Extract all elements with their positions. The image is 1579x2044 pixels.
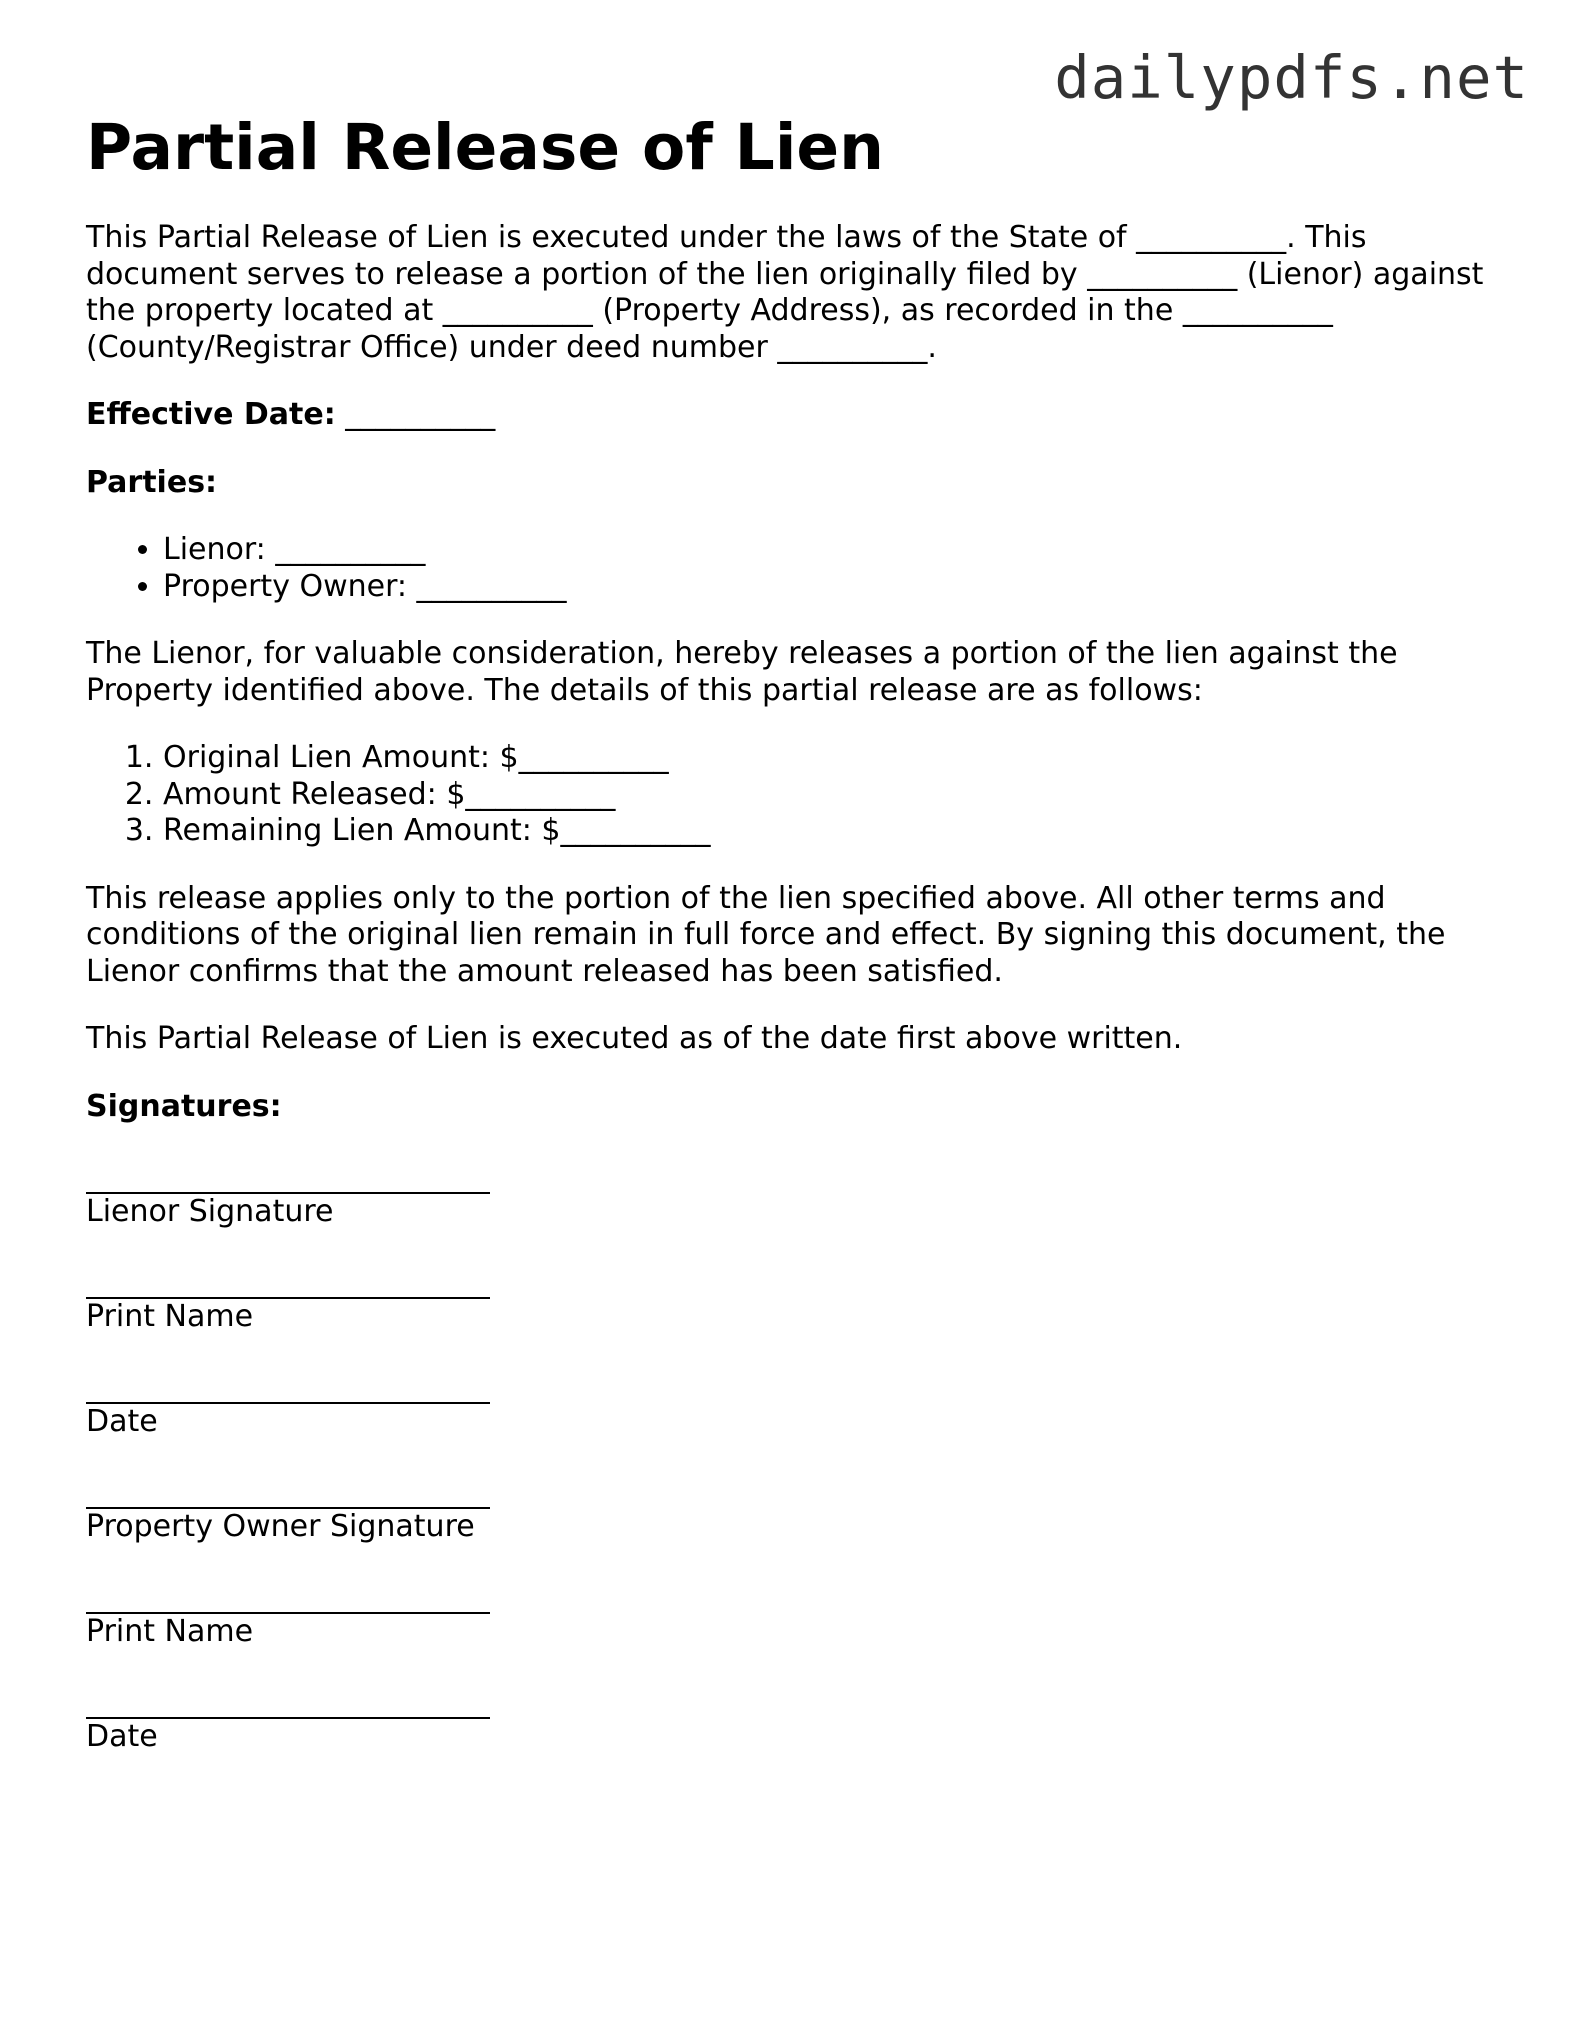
- terms-paragraph: This release applies only to the portion of the lien specified above. All other terms and conditions of the original lien remain in full force and effect. By signing this document, the Lienor confirms that the amount released has been satisfied.: [86, 880, 1446, 989]
- signature-line: [86, 1366, 490, 1404]
- signature-label: Date: [86, 1404, 158, 1439]
- signature-label: Lienor Signature: [86, 1194, 334, 1229]
- effective-date-value: __________: [345, 397, 496, 432]
- signature-label: Date: [86, 1719, 158, 1754]
- signature-entry: [86, 1576, 1506, 1650]
- detail-original-amount: 1. Original Lien Amount: $__________: [163, 740, 1506, 777]
- signature-entry: [86, 1261, 1506, 1335]
- detail-amount-released: 2. Amount Released: $__________: [163, 777, 1506, 814]
- details-list: [86, 740, 1506, 850]
- execution-paragraph: This Partial Release of Lien is executed as of the date first above written.: [86, 1021, 1183, 1056]
- party-property-owner: • Property Owner: __________: [163, 569, 1506, 606]
- signature-line: [86, 1576, 490, 1614]
- parties-list: [86, 532, 1506, 605]
- document-title: Partial Release of Lien: [86, 111, 884, 184]
- party-lienor: • Lienor: __________: [163, 532, 1506, 569]
- signature-entry: [86, 1681, 1506, 1755]
- signature-line: [86, 1471, 490, 1509]
- intro-paragraph: This Partial Release of Lien is executed under the laws of the State of __________. This document serves to release a portion of the lien originally filed by __________ (Lienor) against the property located at __________ (Property Address), as recorded in the __________ (County/Registrar Office) under deed number __________.: [86, 220, 1484, 365]
- signature-entry: [86, 1366, 1506, 1440]
- signature-label: Print Name: [86, 1299, 254, 1334]
- signature-line: [86, 1156, 490, 1194]
- parties-heading: Parties:: [86, 464, 218, 500]
- signature-line: [86, 1261, 490, 1299]
- effective-date: [86, 397, 1506, 434]
- effective-date-label: Effective Date:: [86, 397, 336, 432]
- document-page: [86, 108, 1506, 1786]
- signature-entry: [86, 1471, 1506, 1545]
- signature-entry: [86, 1156, 1506, 1230]
- signature-line: [86, 1681, 490, 1719]
- signature-label: Property Owner Signature: [86, 1509, 475, 1544]
- signatures-heading: Signatures:: [86, 1088, 282, 1124]
- signature-label: Print Name: [86, 1614, 254, 1649]
- signature-block: [86, 1156, 1506, 1755]
- detail-remaining-amount: 3. Remaining Lien Amount: $__________: [163, 813, 1506, 850]
- watermark-text: dailypdfs.net: [1054, 43, 1529, 112]
- release-paragraph: The Lienor, for valuable consideration, hereby releases a portion of the lien against the Property identified above. The details of this partial release are as follows:: [86, 636, 1398, 708]
